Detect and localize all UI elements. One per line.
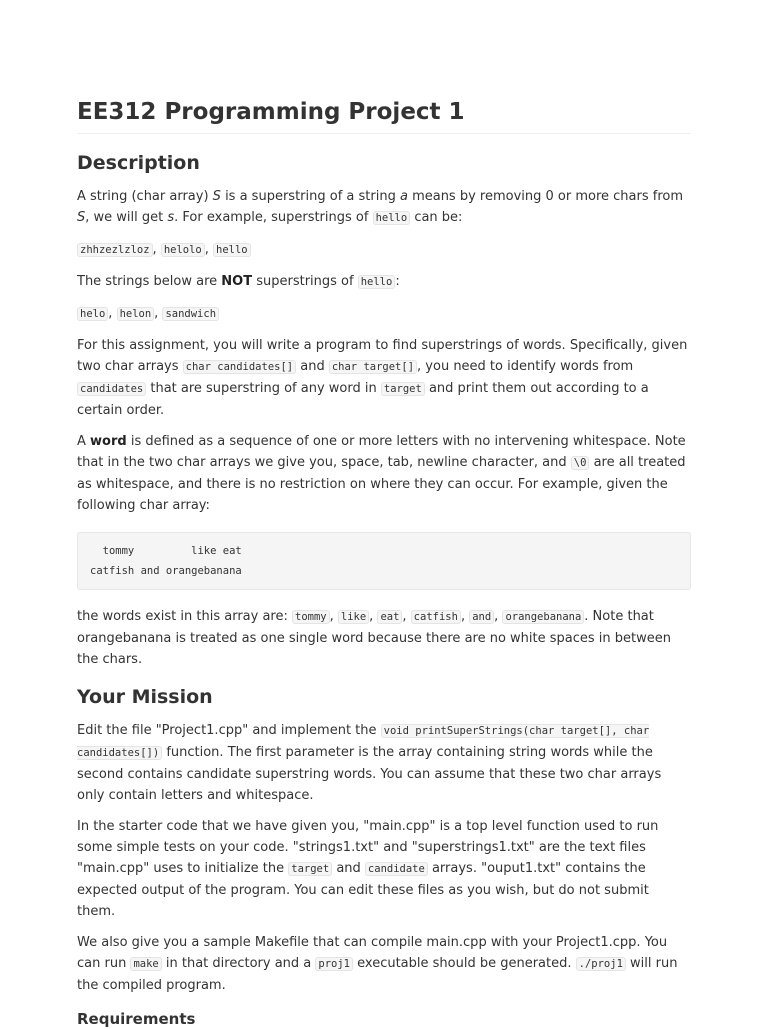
var-S: S xyxy=(77,210,86,225)
text: . Note that orangebanana is treated as one single word because there are no white spaces in between the chars. xyxy=(77,609,671,667)
text: executable should be generated. xyxy=(353,956,576,971)
inline-code: zhhzezlzloz xyxy=(77,243,153,257)
text: The strings below are xyxy=(77,274,222,289)
requirements-heading: Requirements xyxy=(77,1010,196,1028)
inline-code: proj1 xyxy=(315,957,353,971)
inline-code: hello xyxy=(358,275,396,289)
var-a: a xyxy=(399,189,408,204)
inline-code: sandwich xyxy=(162,307,219,321)
inline-code: char candidates[] xyxy=(183,360,296,374)
text: Edit the file "Project1.cpp" and implement the xyxy=(77,723,381,738)
text: A string (char array) xyxy=(77,189,213,204)
text: superstrings of xyxy=(252,274,358,289)
emphasis: word xyxy=(90,434,127,449)
page-title: EE312 Programming Project 1 xyxy=(77,96,691,134)
text: and xyxy=(296,359,329,374)
text: is a superstring of a string xyxy=(220,189,400,204)
inline-code: helon xyxy=(117,307,155,321)
inline-code: target xyxy=(288,862,332,876)
code-block: tommy like eat catfish and orangebanana xyxy=(77,532,691,590)
inline-code: orangebanana xyxy=(502,610,584,624)
assignment-paragraph xyxy=(77,335,691,421)
description-heading: Description xyxy=(77,152,200,174)
inline-code: like xyxy=(338,610,369,624)
text: that are superstring of any word in xyxy=(146,381,381,396)
mission-paragraph-2 xyxy=(77,816,691,922)
inline-code: make xyxy=(130,957,161,971)
text: the words exist in this array are: xyxy=(77,609,292,624)
inline-code: candidate xyxy=(365,862,428,876)
var-s: s xyxy=(167,210,175,225)
inline-code: helo xyxy=(77,307,108,321)
inline-code: void printSuperStrings(char target[], char candidates[]) xyxy=(77,725,650,759)
text: In the starter code that we have given you, "main.cpp" is a top level function used to run some simple tests on your code. "strings1.txt" and "superstrings1.txt" are the text files "main.cpp" uses to initialize the xyxy=(77,819,659,876)
word-definition xyxy=(77,431,691,516)
text: A xyxy=(77,434,91,449)
document xyxy=(77,0,691,1030)
inline-code: hello xyxy=(373,211,411,225)
text: : xyxy=(395,274,400,289)
inline-code: helolo xyxy=(161,243,205,257)
inline-code: eat xyxy=(377,610,402,624)
inline-code: char target[] xyxy=(329,360,417,374)
inline-code: catfish xyxy=(411,610,461,624)
inline-code: ./proj1 xyxy=(576,957,626,971)
text: will run the compiled program. xyxy=(77,956,678,993)
superstring-definition xyxy=(77,186,691,229)
text: is defined as a sequence of one or more letters with no intervening whitespace. Note that in the two char arrays we give you, space, tab, newline character, and xyxy=(77,434,686,470)
text: We also give you a sample Makefile that can compile main.cpp with your Project1.cpp. You can run xyxy=(77,935,668,971)
text: and print them out according to a certain order. xyxy=(77,381,649,418)
inline-code: tommy xyxy=(292,610,330,624)
inline-code: \0 xyxy=(571,456,590,470)
text: in that directory and a xyxy=(161,956,316,971)
text: . For example, superstrings of xyxy=(174,210,373,225)
text: , you need to identify words from xyxy=(417,359,634,374)
inline-code: target xyxy=(381,382,425,396)
mission-paragraph-3 xyxy=(77,932,691,996)
text: can be: xyxy=(410,210,463,225)
text: , we will get xyxy=(85,210,168,225)
words-list-paragraph: the words exist in this array are: tommy , like , eat , catfish , and , orangebanana . Note that orangebanana is treated as one single word because there are no white spaces in between the chars. xyxy=(77,609,671,667)
not-superstring-intro xyxy=(77,271,691,293)
text: For this assignment, you will write a program to find superstrings of words. Specifically, given two char arrays xyxy=(77,338,688,374)
inline-code: hello xyxy=(213,243,251,257)
mission-paragraph-1 xyxy=(77,720,691,806)
text: function. The first parameter is the array containing string words while the second contains candidate superstring words. You can assume that these two char arrays only contain letters and whitespace. xyxy=(77,745,662,803)
text: means by removing 0 or more chars from xyxy=(407,189,684,204)
inline-code: and xyxy=(469,610,494,624)
mission-heading: Your Mission xyxy=(77,686,213,708)
var-S: S xyxy=(212,189,221,204)
inline-code: candidates xyxy=(77,382,146,396)
superstring-examples: zhhzezlzloz , helolo , hello xyxy=(77,239,691,261)
text: are all treated as whitespace, and there is no restriction on where they can occur. For example, given the following char array: xyxy=(77,455,686,513)
text: arrays. "ouput1.txt" contains the expected output of the program. You can edit these files as you wish, but do not submit them. xyxy=(77,861,649,919)
text: and xyxy=(332,861,365,876)
not-superstring-examples: helo , helon , sandwich xyxy=(77,303,691,325)
emphasis: NOT xyxy=(221,274,253,289)
